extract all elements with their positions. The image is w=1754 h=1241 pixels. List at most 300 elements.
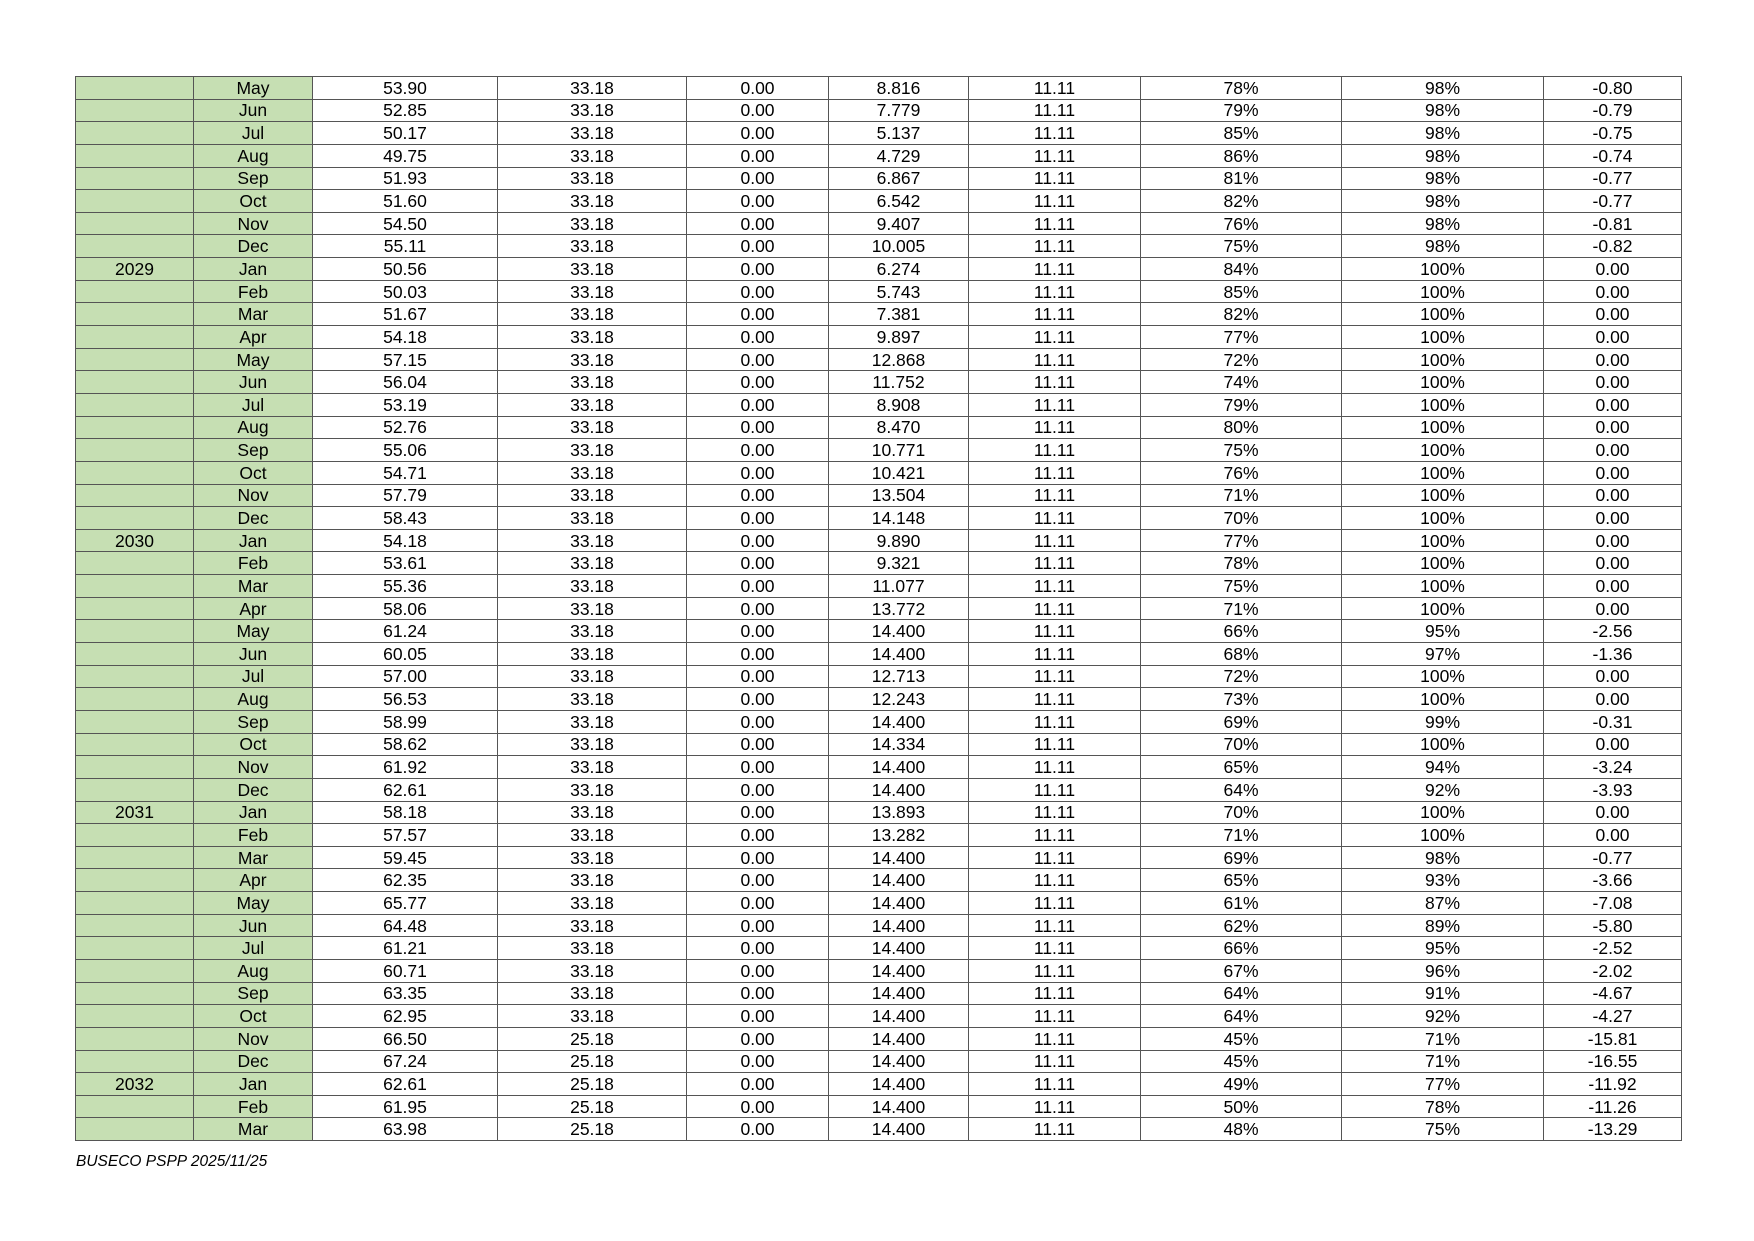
delta-cell: -2.02 — [1544, 959, 1682, 982]
table-row — [76, 733, 1682, 756]
month-cell: Dec — [194, 507, 313, 530]
value-cell: 0.00 — [687, 348, 829, 371]
year-cell — [76, 982, 194, 1005]
percent-cell: 78% — [1141, 77, 1342, 100]
percent-cell: 74% — [1141, 371, 1342, 394]
footer-note: BUSECO PSPP 2025/11/25 — [76, 1153, 268, 1170]
value-cell: 11.11 — [969, 665, 1141, 688]
delta-cell: -11.26 — [1544, 1095, 1682, 1118]
percent-cell: 91% — [1342, 982, 1544, 1005]
value-cell: 0.00 — [687, 1050, 829, 1073]
data-table — [75, 76, 1682, 1141]
delta-cell: 0.00 — [1544, 575, 1682, 598]
value-cell: 53.90 — [313, 77, 498, 100]
year-cell — [76, 461, 194, 484]
month-cell: Feb — [194, 1095, 313, 1118]
value-cell: 11.11 — [969, 1050, 1141, 1073]
value-cell: 58.06 — [313, 597, 498, 620]
percent-cell: 100% — [1342, 575, 1544, 598]
month-cell: Oct — [194, 1005, 313, 1028]
delta-cell: 0.00 — [1544, 801, 1682, 824]
value-cell: 0.00 — [687, 303, 829, 326]
value-cell: 14.400 — [829, 1005, 969, 1028]
value-cell: 0.00 — [687, 620, 829, 643]
table-row — [76, 439, 1682, 462]
value-cell: 57.79 — [313, 484, 498, 507]
value-cell: 56.04 — [313, 371, 498, 394]
month-cell: Jul — [194, 937, 313, 960]
value-cell: 11.11 — [969, 756, 1141, 779]
value-cell: 11.11 — [969, 529, 1141, 552]
month-cell: Aug — [194, 688, 313, 711]
value-cell: 6.274 — [829, 258, 969, 281]
percent-cell: 100% — [1342, 665, 1544, 688]
month-cell: Feb — [194, 552, 313, 575]
value-cell: 11.11 — [969, 190, 1141, 213]
value-cell: 33.18 — [498, 303, 687, 326]
delta-cell: -0.77 — [1544, 190, 1682, 213]
month-cell: Jan — [194, 258, 313, 281]
value-cell: 0.00 — [687, 1073, 829, 1096]
year-cell — [76, 959, 194, 982]
value-cell: 11.11 — [969, 688, 1141, 711]
value-cell: 57.57 — [313, 824, 498, 847]
delta-cell: -16.55 — [1544, 1050, 1682, 1073]
value-cell: 0.00 — [687, 1095, 829, 1118]
value-cell: 11.11 — [969, 461, 1141, 484]
month-cell: Dec — [194, 235, 313, 258]
value-cell: 25.18 — [498, 1027, 687, 1050]
delta-cell: -11.92 — [1544, 1073, 1682, 1096]
year-cell — [76, 1005, 194, 1028]
percent-cell: 98% — [1342, 846, 1544, 869]
percent-cell: 75% — [1141, 235, 1342, 258]
percent-cell: 96% — [1342, 959, 1544, 982]
table-row — [76, 144, 1682, 167]
month-cell: Mar — [194, 575, 313, 598]
delta-cell: 0.00 — [1544, 552, 1682, 575]
value-cell: 11.11 — [969, 235, 1141, 258]
percent-cell: 71% — [1141, 597, 1342, 620]
month-cell: Jun — [194, 643, 313, 666]
value-cell: 14.334 — [829, 733, 969, 756]
value-cell: 14.400 — [829, 620, 969, 643]
month-cell: Jul — [194, 665, 313, 688]
table-row — [76, 167, 1682, 190]
percent-cell: 100% — [1342, 326, 1544, 349]
percent-cell: 77% — [1141, 529, 1342, 552]
value-cell: 33.18 — [498, 235, 687, 258]
value-cell: 11.11 — [969, 1073, 1141, 1096]
percent-cell: 76% — [1141, 212, 1342, 235]
delta-cell: 0.00 — [1544, 597, 1682, 620]
value-cell: 0.00 — [687, 371, 829, 394]
value-cell: 0.00 — [687, 552, 829, 575]
month-cell: Nov — [194, 756, 313, 779]
value-cell: 0.00 — [687, 212, 829, 235]
percent-cell: 100% — [1342, 484, 1544, 507]
value-cell: 58.62 — [313, 733, 498, 756]
month-cell: Aug — [194, 144, 313, 167]
value-cell: 12.868 — [829, 348, 969, 371]
value-cell: 5.137 — [829, 122, 969, 145]
delta-cell: -7.08 — [1544, 892, 1682, 915]
value-cell: 13.772 — [829, 597, 969, 620]
delta-cell: -3.66 — [1544, 869, 1682, 892]
value-cell: 63.35 — [313, 982, 498, 1005]
year-cell — [76, 280, 194, 303]
table-row — [76, 552, 1682, 575]
percent-cell: 100% — [1342, 280, 1544, 303]
value-cell: 0.00 — [687, 77, 829, 100]
value-cell: 11.11 — [969, 937, 1141, 960]
percent-cell: 78% — [1342, 1095, 1544, 1118]
percent-cell: 75% — [1342, 1118, 1544, 1141]
delta-cell: 0.00 — [1544, 326, 1682, 349]
value-cell: 66.50 — [313, 1027, 498, 1050]
month-cell: May — [194, 620, 313, 643]
value-cell: 11.11 — [969, 303, 1141, 326]
delta-cell: 0.00 — [1544, 258, 1682, 281]
value-cell: 7.779 — [829, 99, 969, 122]
value-cell: 33.18 — [498, 801, 687, 824]
year-cell: 2032 — [76, 1073, 194, 1096]
table-row — [76, 665, 1682, 688]
percent-cell: 65% — [1141, 756, 1342, 779]
value-cell: 0.00 — [687, 258, 829, 281]
percent-cell: 82% — [1141, 303, 1342, 326]
table-row — [76, 643, 1682, 666]
percent-cell: 69% — [1141, 846, 1342, 869]
percent-cell: 84% — [1141, 258, 1342, 281]
value-cell: 33.18 — [498, 665, 687, 688]
year-cell — [76, 846, 194, 869]
value-cell: 62.61 — [313, 1073, 498, 1096]
value-cell: 14.400 — [829, 756, 969, 779]
delta-cell: 0.00 — [1544, 280, 1682, 303]
month-cell: Jun — [194, 914, 313, 937]
percent-cell: 76% — [1141, 461, 1342, 484]
value-cell: 11.11 — [969, 99, 1141, 122]
value-cell: 33.18 — [498, 778, 687, 801]
value-cell: 33.18 — [498, 869, 687, 892]
value-cell: 33.18 — [498, 914, 687, 937]
value-cell: 11.11 — [969, 212, 1141, 235]
percent-cell: 71% — [1342, 1050, 1544, 1073]
value-cell: 60.71 — [313, 959, 498, 982]
percent-cell: 100% — [1342, 416, 1544, 439]
percent-cell: 75% — [1141, 439, 1342, 462]
value-cell: 8.908 — [829, 393, 969, 416]
table-row — [76, 846, 1682, 869]
year-cell — [76, 371, 194, 394]
delta-cell: -15.81 — [1544, 1027, 1682, 1050]
value-cell: 11.11 — [969, 959, 1141, 982]
month-cell: May — [194, 892, 313, 915]
value-cell: 5.743 — [829, 280, 969, 303]
value-cell: 11.11 — [969, 1118, 1141, 1141]
value-cell: 33.18 — [498, 416, 687, 439]
value-cell: 0.00 — [687, 484, 829, 507]
percent-cell: 89% — [1342, 914, 1544, 937]
value-cell: 7.381 — [829, 303, 969, 326]
value-cell: 33.18 — [498, 122, 687, 145]
year-cell — [76, 190, 194, 213]
value-cell: 11.11 — [969, 393, 1141, 416]
month-cell: Nov — [194, 484, 313, 507]
value-cell: 33.18 — [498, 1005, 687, 1028]
value-cell: 0.00 — [687, 778, 829, 801]
value-cell: 33.18 — [498, 733, 687, 756]
year-cell: 2029 — [76, 258, 194, 281]
delta-cell: -5.80 — [1544, 914, 1682, 937]
percent-cell: 71% — [1141, 484, 1342, 507]
value-cell: 62.35 — [313, 869, 498, 892]
value-cell: 33.18 — [498, 982, 687, 1005]
value-cell: 53.19 — [313, 393, 498, 416]
value-cell: 51.60 — [313, 190, 498, 213]
delta-cell: 0.00 — [1544, 665, 1682, 688]
value-cell: 33.18 — [498, 620, 687, 643]
percent-cell: 66% — [1141, 937, 1342, 960]
value-cell: 14.400 — [829, 937, 969, 960]
year-cell — [76, 144, 194, 167]
percent-cell: 97% — [1342, 643, 1544, 666]
percent-cell: 100% — [1342, 393, 1544, 416]
value-cell: 55.06 — [313, 439, 498, 462]
delta-cell: 0.00 — [1544, 303, 1682, 326]
percent-cell: 94% — [1342, 756, 1544, 779]
value-cell: 0.00 — [687, 733, 829, 756]
value-cell: 0.00 — [687, 235, 829, 258]
year-cell — [76, 1050, 194, 1073]
percent-cell: 98% — [1342, 122, 1544, 145]
value-cell: 51.93 — [313, 167, 498, 190]
value-cell: 63.98 — [313, 1118, 498, 1141]
percent-cell: 65% — [1141, 869, 1342, 892]
value-cell: 11.11 — [969, 507, 1141, 530]
value-cell: 0.00 — [687, 280, 829, 303]
value-cell: 0.00 — [687, 529, 829, 552]
year-cell — [76, 416, 194, 439]
value-cell: 58.18 — [313, 801, 498, 824]
percent-cell: 85% — [1141, 280, 1342, 303]
year-cell — [76, 937, 194, 960]
table-row — [76, 710, 1682, 733]
percent-cell: 98% — [1342, 99, 1544, 122]
value-cell: 25.18 — [498, 1050, 687, 1073]
percent-cell: 93% — [1342, 869, 1544, 892]
month-cell: Oct — [194, 461, 313, 484]
percent-cell: 95% — [1342, 620, 1544, 643]
year-cell — [76, 167, 194, 190]
value-cell: 14.400 — [829, 846, 969, 869]
table-row — [76, 575, 1682, 598]
year-cell — [76, 348, 194, 371]
year-cell: 2030 — [76, 529, 194, 552]
value-cell: 50.17 — [313, 122, 498, 145]
year-cell — [76, 393, 194, 416]
value-cell: 8.470 — [829, 416, 969, 439]
value-cell: 11.11 — [969, 982, 1141, 1005]
year-cell — [76, 122, 194, 145]
value-cell: 0.00 — [687, 756, 829, 779]
percent-cell: 99% — [1342, 710, 1544, 733]
value-cell: 33.18 — [498, 77, 687, 100]
percent-cell: 98% — [1342, 77, 1544, 100]
month-cell: Jul — [194, 122, 313, 145]
percent-cell: 66% — [1141, 620, 1342, 643]
year-cell — [76, 1095, 194, 1118]
value-cell: 0.00 — [687, 892, 829, 915]
percent-cell: 100% — [1342, 371, 1544, 394]
table-row — [76, 416, 1682, 439]
table-row — [76, 1050, 1682, 1073]
percent-cell: 98% — [1342, 212, 1544, 235]
value-cell: 9.407 — [829, 212, 969, 235]
value-cell: 33.18 — [498, 167, 687, 190]
delta-cell: -0.77 — [1544, 846, 1682, 869]
value-cell: 14.400 — [829, 1095, 969, 1118]
percent-cell: 62% — [1141, 914, 1342, 937]
month-cell: Jan — [194, 529, 313, 552]
value-cell: 0.00 — [687, 959, 829, 982]
value-cell: 59.45 — [313, 846, 498, 869]
value-cell: 0.00 — [687, 393, 829, 416]
value-cell: 11.11 — [969, 869, 1141, 892]
delta-cell: 0.00 — [1544, 507, 1682, 530]
value-cell: 0.00 — [687, 824, 829, 847]
value-cell: 33.18 — [498, 756, 687, 779]
year-cell — [76, 597, 194, 620]
table-row — [76, 190, 1682, 213]
value-cell: 53.61 — [313, 552, 498, 575]
value-cell: 0.00 — [687, 937, 829, 960]
value-cell: 14.148 — [829, 507, 969, 530]
year-cell — [76, 665, 194, 688]
table-row — [76, 1005, 1682, 1028]
value-cell: 11.11 — [969, 280, 1141, 303]
percent-cell: 98% — [1342, 167, 1544, 190]
table-row — [76, 959, 1682, 982]
delta-cell: -2.56 — [1544, 620, 1682, 643]
table-row — [76, 280, 1682, 303]
year-cell — [76, 303, 194, 326]
year-cell — [76, 484, 194, 507]
value-cell: 55.11 — [313, 235, 498, 258]
value-cell: 33.18 — [498, 212, 687, 235]
percent-cell: 71% — [1141, 824, 1342, 847]
month-cell: Feb — [194, 280, 313, 303]
percent-cell: 64% — [1141, 982, 1342, 1005]
percent-cell: 78% — [1141, 552, 1342, 575]
year-cell — [76, 77, 194, 100]
value-cell: 33.18 — [498, 484, 687, 507]
month-cell: Aug — [194, 959, 313, 982]
value-cell: 0.00 — [687, 710, 829, 733]
percent-cell: 100% — [1342, 597, 1544, 620]
value-cell: 25.18 — [498, 1073, 687, 1096]
value-cell: 10.005 — [829, 235, 969, 258]
value-cell: 0.00 — [687, 167, 829, 190]
year-cell — [76, 575, 194, 598]
value-cell: 61.92 — [313, 756, 498, 779]
percent-cell: 100% — [1342, 529, 1544, 552]
value-cell: 0.00 — [687, 507, 829, 530]
table-row — [76, 529, 1682, 552]
value-cell: 13.282 — [829, 824, 969, 847]
value-cell: 33.18 — [498, 348, 687, 371]
value-cell: 58.99 — [313, 710, 498, 733]
year-cell — [76, 914, 194, 937]
value-cell: 61.21 — [313, 937, 498, 960]
table-row — [76, 982, 1682, 1005]
percent-cell: 100% — [1342, 552, 1544, 575]
value-cell: 50.03 — [313, 280, 498, 303]
percent-cell: 98% — [1342, 235, 1544, 258]
percent-cell: 79% — [1141, 393, 1342, 416]
percent-cell: 50% — [1141, 1095, 1342, 1118]
delta-cell: -3.24 — [1544, 756, 1682, 779]
percent-cell: 77% — [1141, 326, 1342, 349]
value-cell: 33.18 — [498, 552, 687, 575]
month-cell: Nov — [194, 1027, 313, 1050]
percent-cell: 49% — [1141, 1073, 1342, 1096]
delta-cell: 0.00 — [1544, 529, 1682, 552]
value-cell: 11.11 — [969, 801, 1141, 824]
delta-cell: 0.00 — [1544, 461, 1682, 484]
percent-cell: 98% — [1342, 144, 1544, 167]
value-cell: 11.11 — [969, 710, 1141, 733]
value-cell: 0.00 — [687, 99, 829, 122]
year-cell — [76, 710, 194, 733]
value-cell: 52.85 — [313, 99, 498, 122]
delta-cell: 0.00 — [1544, 688, 1682, 711]
month-cell: Jun — [194, 99, 313, 122]
delta-cell: 0.00 — [1544, 348, 1682, 371]
percent-cell: 92% — [1342, 778, 1544, 801]
value-cell: 11.11 — [969, 439, 1141, 462]
value-cell: 11.11 — [969, 1027, 1141, 1050]
value-cell: 33.18 — [498, 710, 687, 733]
value-cell: 0.00 — [687, 597, 829, 620]
value-cell: 0.00 — [687, 1005, 829, 1028]
month-cell: Mar — [194, 303, 313, 326]
percent-cell: 45% — [1141, 1050, 1342, 1073]
delta-cell: 0.00 — [1544, 439, 1682, 462]
value-cell: 11.752 — [829, 371, 969, 394]
year-cell — [76, 1027, 194, 1050]
value-cell: 11.11 — [969, 167, 1141, 190]
value-cell: 0.00 — [687, 144, 829, 167]
month-cell: Sep — [194, 439, 313, 462]
value-cell: 11.11 — [969, 1005, 1141, 1028]
value-cell: 0.00 — [687, 122, 829, 145]
value-cell: 54.18 — [313, 529, 498, 552]
month-cell: May — [194, 348, 313, 371]
value-cell: 14.400 — [829, 892, 969, 915]
value-cell: 11.11 — [969, 326, 1141, 349]
percent-cell: 48% — [1141, 1118, 1342, 1141]
value-cell: 14.400 — [829, 1027, 969, 1050]
percent-cell: 100% — [1342, 303, 1544, 326]
table-row — [76, 824, 1682, 847]
value-cell: 64.48 — [313, 914, 498, 937]
delta-cell: 0.00 — [1544, 733, 1682, 756]
value-cell: 33.18 — [498, 439, 687, 462]
value-cell: 33.18 — [498, 959, 687, 982]
month-cell: Feb — [194, 824, 313, 847]
